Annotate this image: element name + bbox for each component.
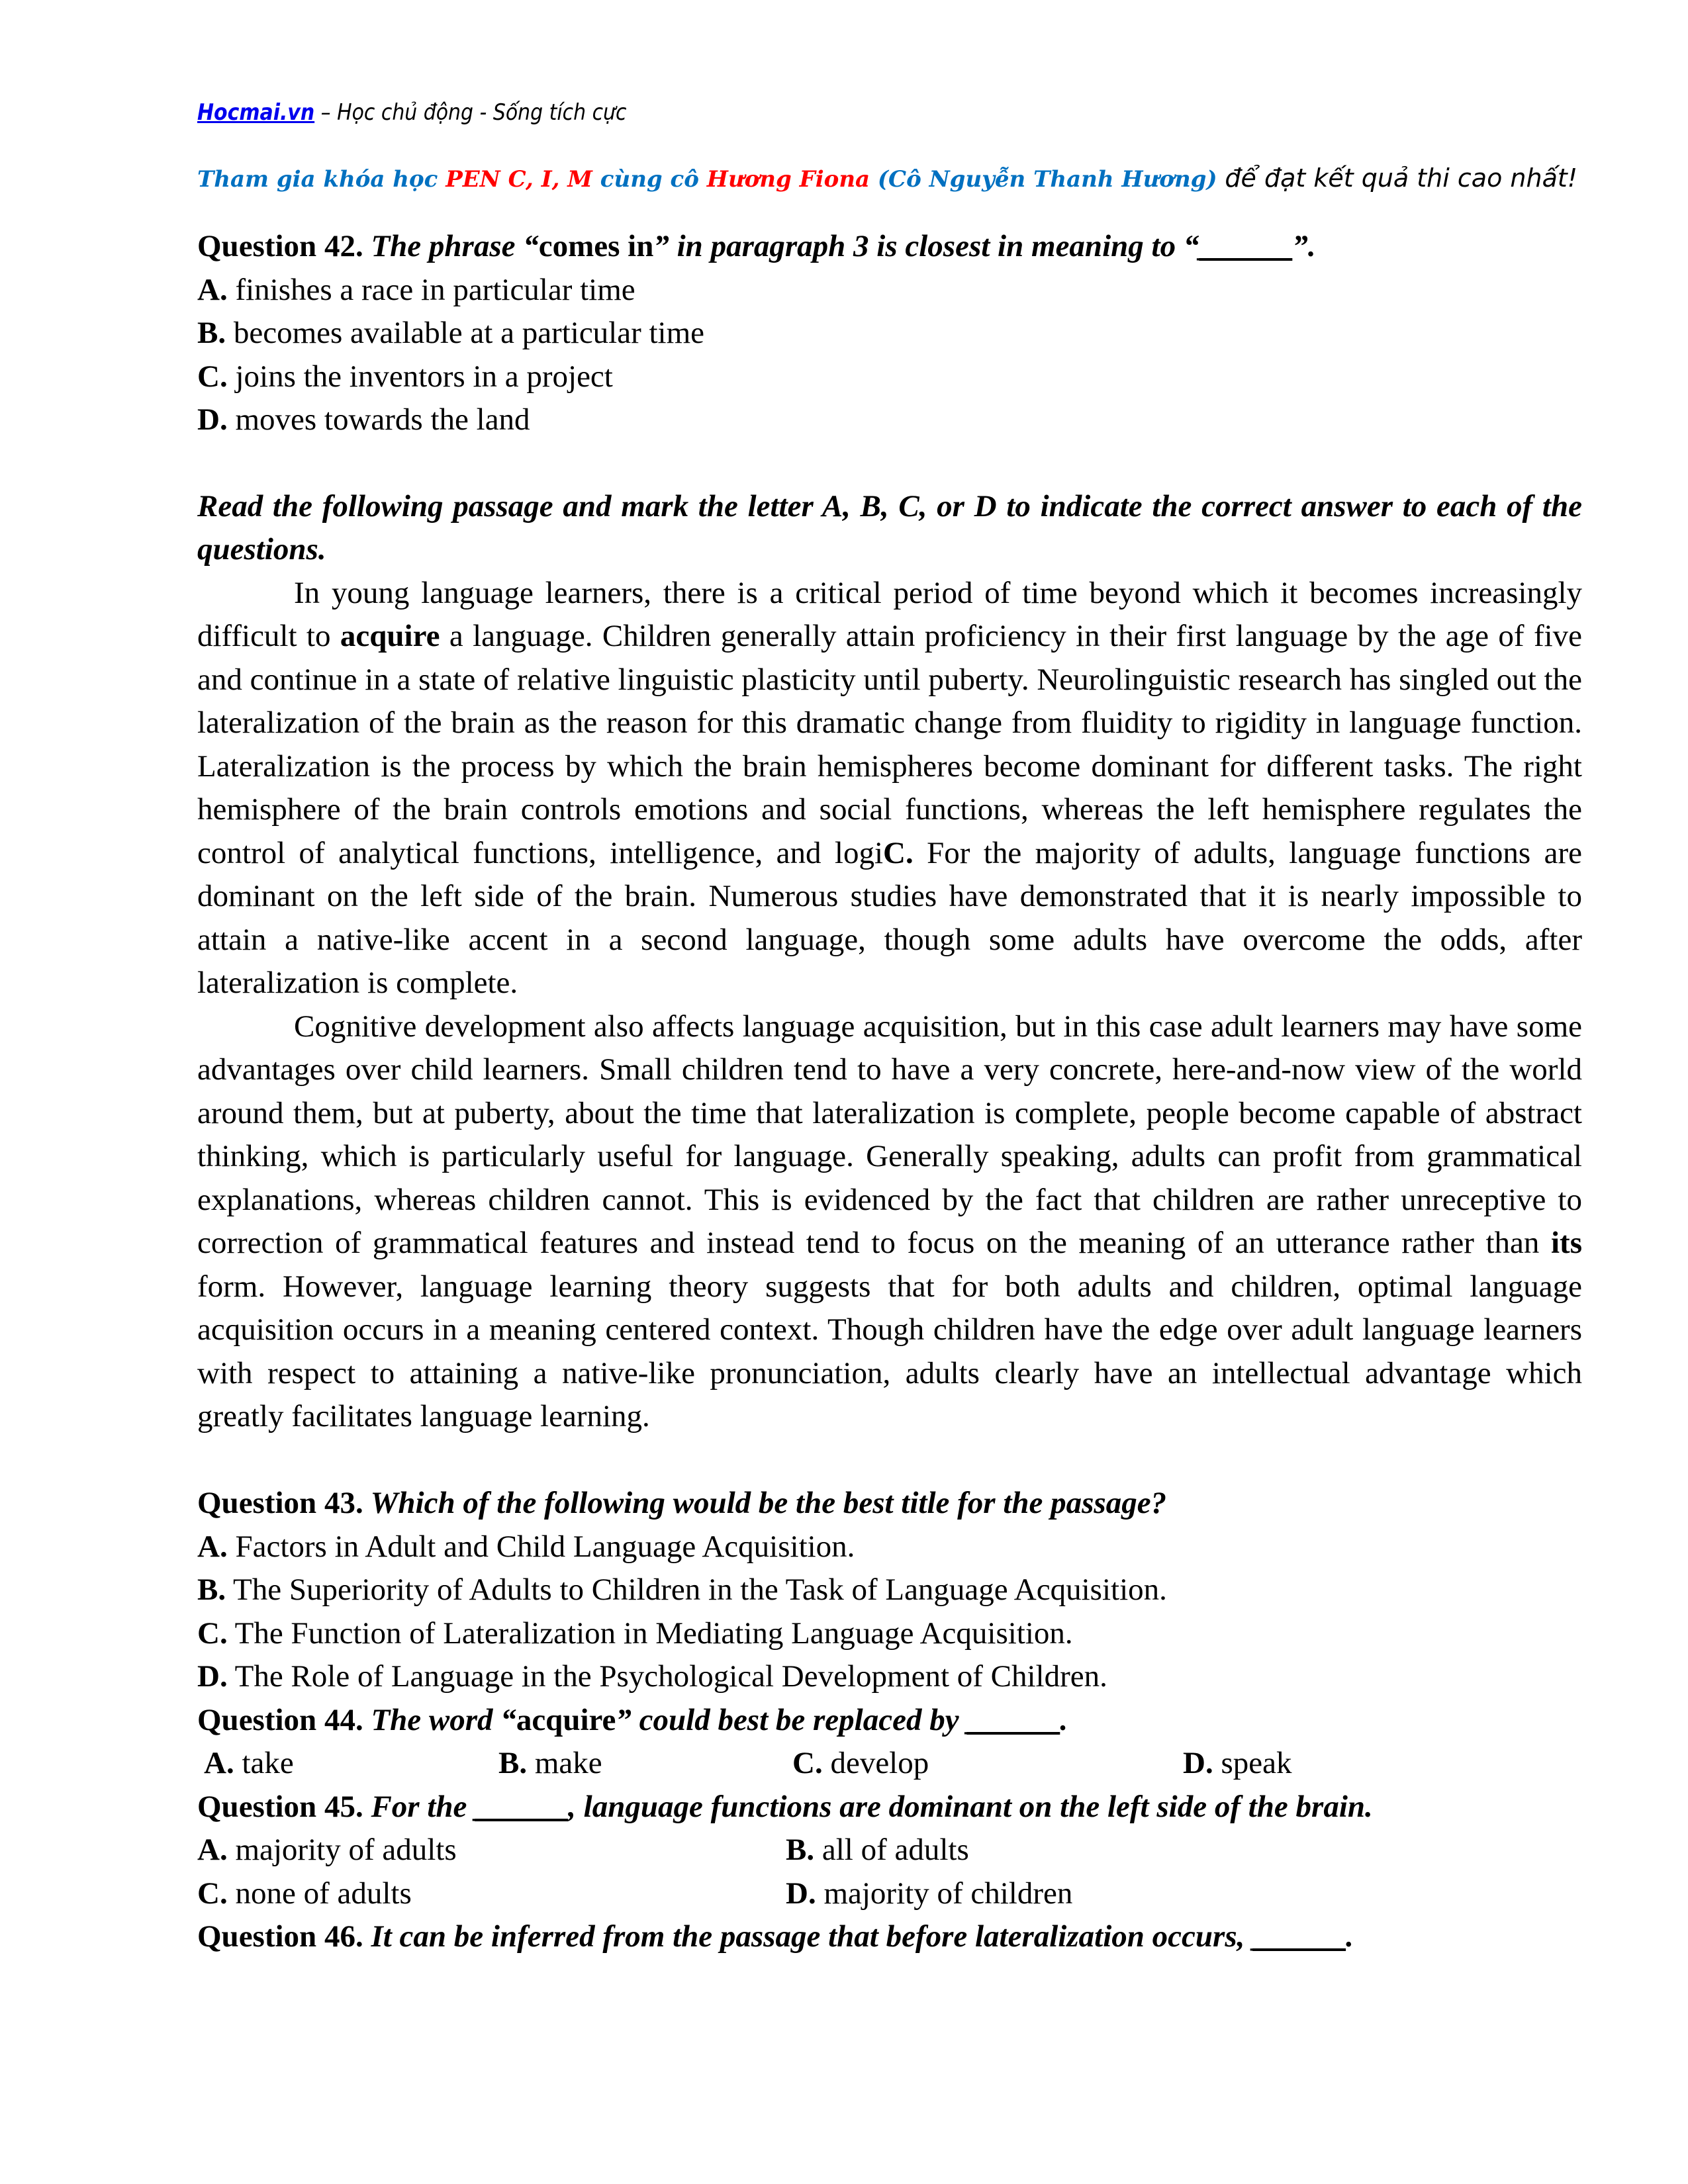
question-prompt: For the ______, language functions are dominant on the left side of the brain. <box>363 1789 1373 1824</box>
site-header <box>197 98 626 127</box>
option-d: D. majority of children <box>786 1876 1073 1911</box>
question-label: Question 42. <box>197 229 363 263</box>
answer-blank: ______ <box>1199 229 1293 263</box>
passage-paragraph-1: In young language learners, there is a critical period of time beyond which it becomes increasingly difficult to acquire a language. Children generally attain proficiency in their first language by the age of five and continue in a state of relative linguistic plasticity until puberty. Neurolinguistic research has singled out the lateralization of the brain as the reason for this dramatic change from fluidity to rigidity in language function. Lateralization is the process by which the brain hemispheres become dominant for different tasks. The right hemisphere of the brain controls emotions and social functions, whereas the left hemisphere regulates the control of analytical functions, intelligence, and logiC. For the majority of adults, language functions are dominant on the left side of the brain. Numerous studies have demonstrated that it is nearly impossible to attain a native-like accent in a second language, though some adults have overcome the odds, after lateralization is complete. <box>197 575 1583 1000</box>
question-label: Question 46. <box>197 1919 363 1954</box>
promo-text-2: cùng cô <box>592 166 707 193</box>
question-42 <box>197 225 1582 269</box>
option-c: C. The Function of Lateralization in Mediating Language Acquisition. <box>197 1615 1073 1651</box>
promo-text-3: (Cô Nguyễn Thanh Hương) <box>870 166 1225 193</box>
question-46 <box>197 1915 1582 1959</box>
option-d: D. speak <box>1183 1746 1292 1780</box>
passage-paragraph-2: Cognitive development also affects language acquisition, but in this case adult learners may have some advantages over child learners. Small children tend to have a very concrete, here-and-now view of the world around them, but at puberty, about the time that lateralization is complete, people become capable of abstract thinking, which is particularly useful for language. Generally speaking, adults can profit from grammatical explanations, whereas children cannot. This is evidenced by the fact that children are rather unreceptive to correction of grammatical features and instead tend to focus on the meaning of an utterance rather than its form. However, language learning theory suggests that for both adults and children, optimal language acquisition occurs in a meaning centered context. Though children have the edge over adult language learners with respect to attaining a native-like pronunciation, adults clearly have an intellectual advantage which greatly facilitates language learning. <box>197 1009 1582 1433</box>
document-body <box>197 225 1582 1959</box>
answer-blank: ______ <box>1252 1919 1346 1954</box>
option-d: D. The Role of Language in the Psychological Development of Children. <box>197 1659 1107 1694</box>
highlighted-word-acquire: acquire <box>340 619 440 653</box>
answer-blank: ______ <box>966 1702 1060 1737</box>
option-c: C. develop <box>792 1746 929 1780</box>
option-a: A. Factors in Adult and Child Language Acquisition. <box>197 1529 855 1564</box>
promo-banner <box>197 161 1577 196</box>
instructions: Read the following passage and mark the letter A, B, C, or D to indicate the correct answer to each of the questions. <box>197 488 1582 567</box>
option-d: D. moves towards the land <box>197 402 530 437</box>
option-b: B. becomes available at a particular time <box>197 316 705 350</box>
question-label: Question 43. <box>197 1486 363 1520</box>
option-b: B. make <box>498 1746 602 1780</box>
question-label: Question 45. <box>197 1789 363 1824</box>
question-44 <box>197 1699 1582 1743</box>
question-45 <box>197 1786 1582 1829</box>
site-tagline: – Học chủ động - Sống tích cực <box>314 99 627 126</box>
question-prompt: It can be inferred from the passage that before lateralization occurs, ______. <box>363 1919 1354 1954</box>
options-row <box>197 1829 1582 1872</box>
promo-course: PEN C, I, M <box>445 166 592 193</box>
option-b: B. all of adults <box>786 1833 969 1867</box>
question-prompt: Which of the following would be the best title for the passage? <box>363 1486 1167 1520</box>
option-b: B. The Superiority of Adults to Children in the Task of Language Acquisition. <box>197 1572 1167 1607</box>
question-43 <box>197 1482 1582 1525</box>
answer-blank: ______ <box>475 1789 569 1824</box>
option-c: C. none of adults <box>197 1876 412 1911</box>
option-a: A. finishes a race in particular time <box>197 272 635 307</box>
question-label: Question 44. <box>197 1702 363 1737</box>
highlighted-word-its: its <box>1551 1226 1582 1260</box>
site-link[interactable]: Hocmai.vn <box>197 99 315 126</box>
option-c: C. joins the inventors in a project <box>197 359 613 394</box>
promo-teacher: Hương Fiona <box>706 166 870 193</box>
promo-text-4: để đạt kết quả thi cao nhất! <box>1225 163 1577 193</box>
promo-text-1: Tham gia khóa học <box>197 166 446 193</box>
options-row <box>197 1742 1582 1786</box>
question-prompt: The phrase “comes in” in paragraph 3 is closest in meaning to “______”. <box>363 229 1316 263</box>
question-prompt: The word “acquire” could best be replaced by ______. <box>363 1702 1068 1737</box>
options-row <box>197 1872 1582 1916</box>
option-a: A. take <box>204 1746 294 1780</box>
option-a: A. majority of adults <box>197 1833 457 1867</box>
